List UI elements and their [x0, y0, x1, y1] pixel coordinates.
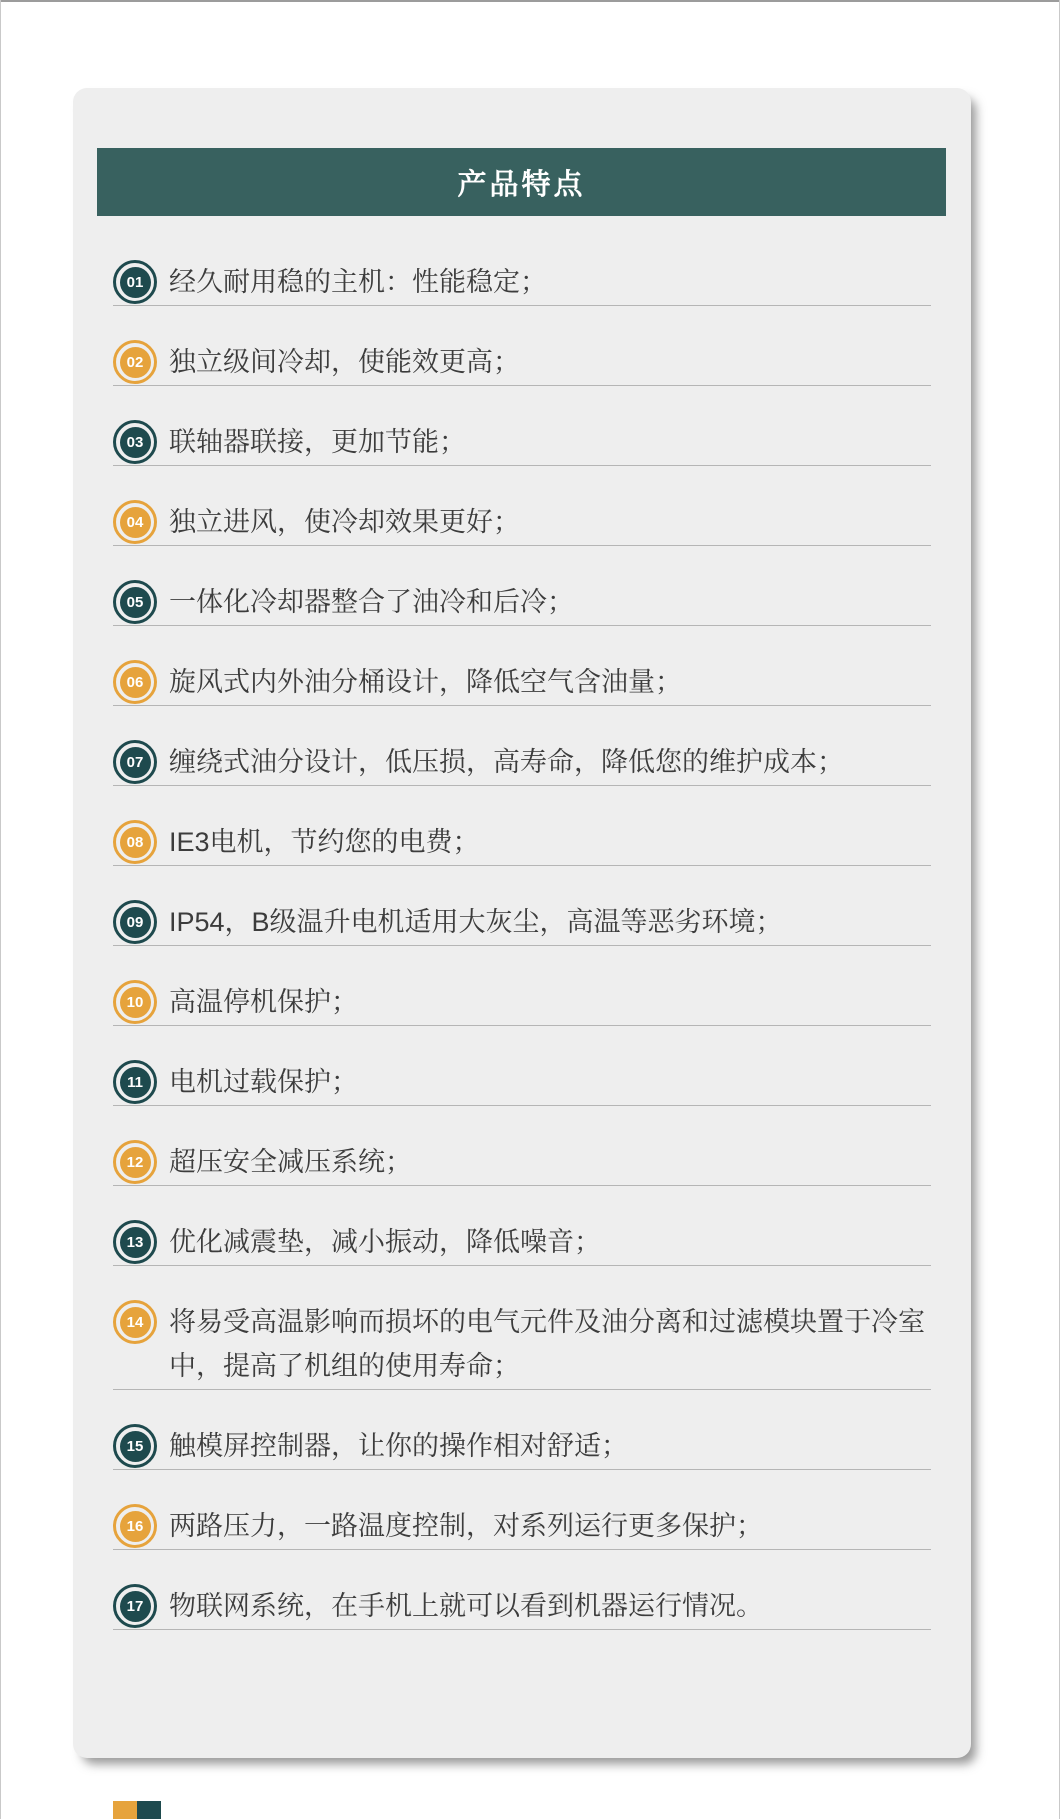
feature-item	[113, 306, 931, 386]
feature-number: 17	[120, 1591, 151, 1622]
feature-item	[113, 946, 931, 1026]
feature-item	[113, 1106, 931, 1186]
feature-number-badge	[113, 1140, 157, 1184]
feature-text: 旋风式内外油分桶设计，降低空气含油量；	[169, 667, 682, 697]
feature-number-badge	[113, 340, 157, 384]
feature-number: 05	[120, 587, 151, 618]
feature-number: 02	[120, 347, 151, 378]
feature-number: 13	[120, 1227, 151, 1258]
feature-item	[113, 706, 931, 786]
feature-row	[113, 980, 931, 1026]
feature-number: 14	[120, 1307, 151, 1338]
feature-row	[113, 1140, 931, 1186]
feature-number-badge	[113, 500, 157, 544]
feature-text: IP54，B级温升电机适用大灰尘，高温等恶劣环境；	[169, 907, 783, 937]
feature-item	[113, 786, 931, 866]
feature-number: 04	[120, 507, 151, 538]
feature-number: 15	[120, 1431, 151, 1462]
feature-item	[113, 1550, 931, 1630]
feature-text: 缠绕式油分设计，低压损，高寿命，降低您的维护成本；	[169, 747, 844, 777]
feature-item	[113, 226, 931, 306]
feature-text: 两路压力，一路温度控制，对系列运行更多保护；	[169, 1511, 763, 1541]
feature-text: 联轴器联接，更加节能；	[169, 427, 466, 457]
feature-row	[113, 660, 931, 706]
feature-number-badge	[113, 740, 157, 784]
feature-number-badge	[113, 260, 157, 304]
feature-item	[113, 866, 931, 946]
feature-item	[113, 466, 931, 546]
feature-number-badge	[113, 980, 157, 1024]
feature-row	[113, 1424, 931, 1470]
feature-number: 09	[120, 907, 151, 938]
feature-number: 01	[120, 267, 151, 298]
feature-row	[113, 820, 931, 866]
feature-item	[113, 546, 931, 626]
feature-item	[113, 1390, 931, 1470]
feature-number-badge	[113, 1424, 157, 1468]
feature-row	[113, 260, 931, 306]
feature-text: 独立进风，使冷却效果更好；	[169, 507, 520, 537]
feature-row	[113, 1300, 931, 1390]
feature-number-badge	[113, 420, 157, 464]
feature-text: 一体化冷却器整合了油冷和后冷；	[169, 587, 574, 617]
feature-number: 08	[120, 827, 151, 858]
feature-number-badge	[113, 1060, 157, 1104]
feature-text: 触模屏控制器，让你的操作相对舒适；	[169, 1431, 628, 1461]
feature-row	[113, 1220, 931, 1266]
feature-card	[73, 88, 971, 1758]
feature-row	[113, 340, 931, 386]
feature-number: 10	[120, 987, 151, 1018]
next-section-decor	[113, 1801, 161, 1819]
feature-item	[113, 1470, 931, 1550]
feature-row	[113, 1584, 931, 1630]
feature-number: 07	[120, 747, 151, 778]
feature-text: 优化减震垫，减小振动，降低噪音；	[169, 1227, 601, 1257]
feature-text: 超压安全减压系统；	[169, 1147, 412, 1177]
feature-item	[113, 1266, 931, 1390]
feature-number: 06	[120, 667, 151, 698]
decor-square-gold	[113, 1801, 137, 1819]
feature-number-badge	[113, 1504, 157, 1548]
feature-row	[113, 740, 931, 786]
feature-row	[113, 580, 931, 626]
section-header-bar	[97, 148, 946, 216]
feature-number: 16	[120, 1511, 151, 1542]
feature-number-badge	[113, 820, 157, 864]
feature-row	[113, 500, 931, 546]
feature-text: 经久耐用稳的主机：性能稳定；	[169, 267, 547, 297]
feature-text: 物联网系统，在手机上就可以看到机器运行情况。	[169, 1591, 763, 1621]
feature-number: 03	[120, 427, 151, 458]
feature-list	[113, 226, 931, 1630]
feature-text: 电机过载保护；	[169, 1067, 358, 1097]
feature-number: 11	[120, 1067, 151, 1098]
feature-number: 12	[120, 1147, 151, 1178]
page-title: 产品特点	[457, 168, 586, 201]
feature-row	[113, 1504, 931, 1550]
feature-item	[113, 626, 931, 706]
feature-number-badge	[113, 1300, 157, 1344]
feature-text: 高温停机保护；	[169, 987, 358, 1017]
feature-item	[113, 1186, 931, 1266]
feature-text: IE3电机，节约您的电费；	[169, 827, 480, 857]
feature-row	[113, 420, 931, 466]
feature-number-badge	[113, 1220, 157, 1264]
feature-item	[113, 386, 931, 466]
feature-number-badge	[113, 660, 157, 704]
feature-number-badge	[113, 900, 157, 944]
feature-number-badge	[113, 580, 157, 624]
feature-number-badge	[113, 1584, 157, 1628]
feature-row	[113, 1060, 931, 1106]
feature-text: 将易受高温影响而损坏的电气元件及油分离和过滤模块置于冷室中，提高了机组的使用寿命；	[169, 1307, 925, 1381]
feature-item	[113, 1026, 931, 1106]
feature-text: 独立级间冷却，使能效更高；	[169, 347, 520, 377]
feature-row	[113, 900, 931, 946]
decor-square-teal	[137, 1801, 161, 1819]
